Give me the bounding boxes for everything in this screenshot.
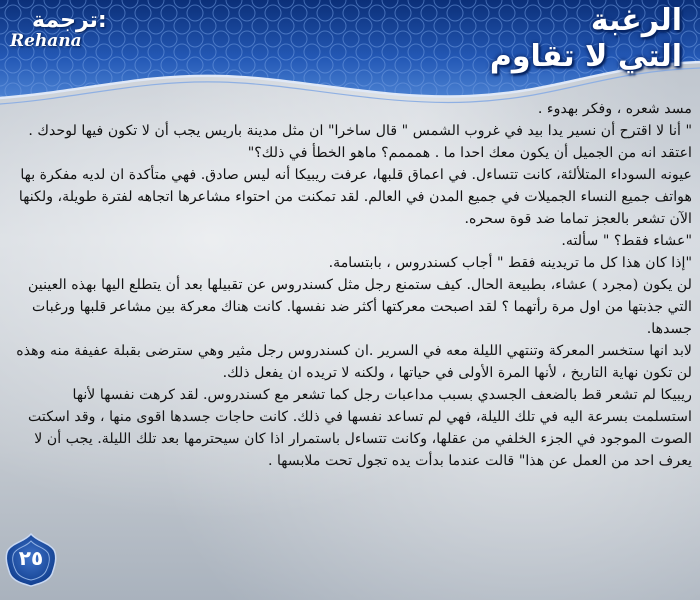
translator-credit	[10, 8, 107, 51]
body-text	[10, 98, 692, 594]
paragraph-5: "إذا كان هذا كل ما تريدينه فقط " أجاب كسندروس ، بابتسامة.	[328, 255, 692, 271]
paragraph-6: لن يكون (مجرد ) عشاء، بطبيعة الحال. كيف ستمنع رجل مثل كسندروس عن تقبيلها بعد أن يتطلع اليها بهذه العينين التي جذبتها من اول مرة رأتهما ؟ لقد اصبحت معركتها أكثر ضد نفسها. كانت هناك معركة بين مشاعر قلبها ورغبات جسدها.	[27, 277, 692, 337]
paragraph-3: عيونه السوداء المتلألئة، كانت تتساءل. في اعماق قلبها، عرفت ريبيكا أنه ليس صادق. فهي متأكدة ان لديه مفكرة بها هواتف جميع النساء الجميلات في جميع المدن في العالم. لقد تمكنت من احتواء مشاعرها اتجاهه لفترة طويلة، ولكنها الآن تشعر بالعجز تماما ضد قوة سحره.	[18, 167, 692, 227]
article-title	[490, 4, 682, 74]
paragraph-4: "عشاء فقط؟ " سألته.	[561, 233, 692, 249]
paragraph-1: مسد شعره ، وفكر بهدوء .	[537, 101, 692, 117]
title-line-2: التي لا تقاوم	[489, 39, 682, 74]
title-line-1: الرغبة	[590, 3, 682, 38]
page-number: ٢٥	[18, 546, 44, 570]
credit-name: Rehana	[10, 31, 82, 51]
page-number-badge	[4, 532, 58, 588]
credit-label: ترجمة:	[32, 8, 107, 33]
paragraph-7: لابد انها ستخسر المعركة وتنتهي الليلة معه في السرير .ان كسندروس رجل مثير وهي سترضى بقبلة عفيفة منه وهذه لن تكون نهاية التاريخ ، لأنها المرة الأولى في حياتها ، ولكنه لا تريده ان يفعل ذلك.	[16, 343, 692, 381]
paragraph-2: " أنا لا اقترح أن نسير يدا بيد في غروب الشمس " قال ساخرا" ان مثل مدينة باريس يجب أن لا تكون فيها لوحدك . اعتقد انه من الجميل أن يكون معك احدا ما . همممم؟ ماهو الخطأ في ذلك؟"	[28, 123, 692, 161]
paragraph-8: ريبيكا لم تشعر قط بالضعف الجسدي بسبب مداعبات رجل كما تشعر مع كسندروس. لقد كرهت نفسها لأنها استسلمت بسرعة اليه في تلك الليلة، فهي لم تساعد نفسها في ذلك. كانت حاجات جسدها اقوى منها ، وقد اسكتت الصوت الموجود في الجزء الخلفي من عقلها، وكانت تتساءل باستمرار اذا كان سيحترمها بعد تلك الليلة. يجب أن لا يعرف احد من العمل عن هذا" قالت عندما بدأت يده تجول تحت ملابسها .	[28, 387, 692, 469]
